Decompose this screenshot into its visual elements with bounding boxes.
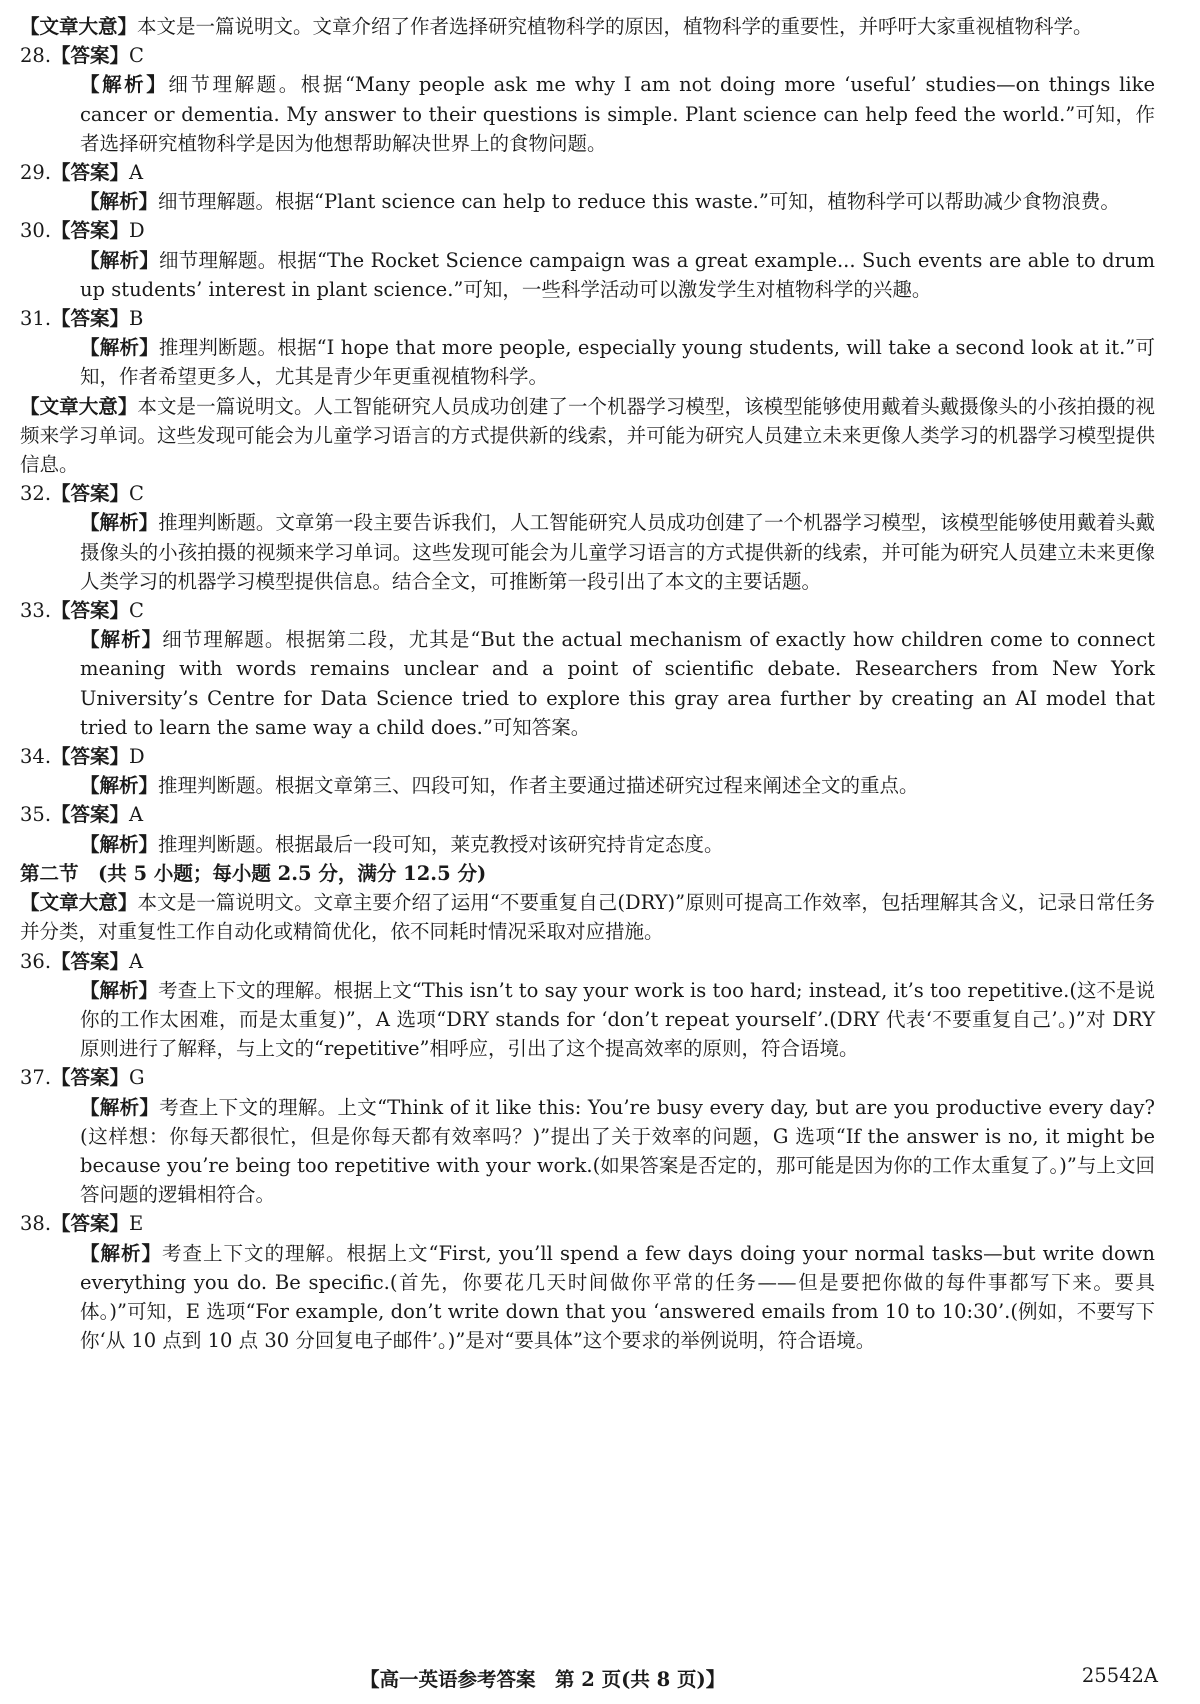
analysis-paragraph (20, 625, 1155, 742)
question-number: 38. (20, 1212, 52, 1236)
question-number: 31. (20, 307, 52, 331)
answer-tag: 【答案】 (51, 44, 130, 68)
answer-line (20, 947, 1155, 976)
answer-tag: 【答案】 (51, 745, 130, 769)
answer-line (20, 800, 1155, 829)
summary-text: 本文是一篇说明文。文章主要介绍了运用“不要重复自己(DRY)”原则可提高工作效率，包括理解其含义，记录日常任务并分类，对重复性工作自动化或精简优化，依不同耗时情况采取对应措施。 (20, 891, 1155, 944)
question-number: 28. (20, 44, 52, 68)
answer-tag: 【答案】 (51, 1066, 130, 1090)
analysis-text: 推理判断题。文章第一段主要告诉我们，人工智能研究人员成功创建了一个机器学习模型，该模型能够使用戴着头戴摄像头的小孩拍摄的视频来学习单词。这些发现可能会为儿童学习语言的方式提供新的线索，并可能为研究人员建立未来更像人类学习的机器学习模型提供信息。结合全文，可推断第一段引出了本文的主要话题。 (80, 511, 1155, 593)
analysis-tag: 【解析】 (80, 336, 159, 360)
answer-text: A (129, 161, 144, 185)
summary-text: 本文是一篇说明文。文章介绍了作者选择研究植物科学的原因，植物科学的重要性，并呼吁大家重视植物科学。 (137, 15, 1093, 38)
answer-tag: 【答案】 (51, 161, 130, 185)
question-number: 34. (20, 745, 52, 769)
summary-tag: 【文章大意】 (20, 891, 138, 915)
answer-text: D (129, 745, 145, 769)
analysis-text: 细节理解题。根据第二段，尤其是“But the actual mechanism of exactly how children come to connect meaning with words remains unclear and a point of scientific debate. Researchers from New York University’s Centre for Data Science tried to explore this gray area further by creating an AI model that tried to learn the same way a child does.”可知答案。 (80, 628, 1155, 739)
answer-line (20, 742, 1155, 771)
question-number: 33. (20, 599, 52, 623)
question-number: 37. (20, 1066, 52, 1090)
answer-line (20, 216, 1155, 245)
passage-summary (20, 12, 1155, 41)
footer-title: 【高一英语参考答案 第 2 页(共 8 页)】 (360, 1668, 726, 1691)
analysis-text: 考查上下文的理解。根据上文“This isn’t to say your work is too hard; instead, it’s too repetitive.(这不是说你的工作太困难，而是太重复)”，A 选项“DRY stands for ‘don’t repeat yourself’.(DRY 代表‘不要重复自己’。)”对 DRY 原则进行了解释，与上文的“repetitive”相呼应，引出了这个提高效率的原则，符合语境。 (80, 978, 1155, 1061)
analysis-tag: 【解析】 (80, 248, 160, 272)
question-number: 29. (20, 161, 52, 185)
analysis-tag: 【解析】 (80, 1241, 163, 1265)
analysis-text: 推理判断题。根据最后一段可知，莱克教授对该研究持肯定态度。 (158, 832, 724, 856)
analysis-paragraph (20, 187, 1155, 216)
analysis-text: 考查上下文的理解。根据上文“First, you’ll spend a few days doing your normal tasks—but write down everything you do. Be specific.(首先，你要花几天时间做你平常的任务——但是要把你做的每件事都写下来。要具体。)”可知，E 选项“For example, don’t write down that you ‘answered emails from 10 to 10:30’.(例如，不要写下你‘从 10 点到 10 点 30 分回复电子邮件’。)”是对“要具体”这个要求的举例说明，符合语境。 (80, 1241, 1155, 1353)
summary-tag: 【文章大意】 (20, 394, 138, 418)
analysis-paragraph (20, 333, 1155, 391)
answer-line (20, 1209, 1155, 1238)
analysis-paragraph (20, 1093, 1155, 1210)
analysis-tag: 【解析】 (80, 190, 159, 214)
answer-text: B (129, 307, 144, 331)
answer-line (20, 479, 1155, 508)
answer-line (20, 158, 1155, 187)
page-footer (0, 1664, 1200, 1694)
passage-summary (20, 888, 1155, 946)
document-code: 25542A (1081, 1664, 1158, 1687)
question-number: 30. (20, 219, 52, 243)
summary-tag: 【文章大意】 (20, 15, 138, 38)
section-heading: 第二节 (共 5 小题；每小题 2.5 分，满分 12.5 分) (20, 861, 487, 885)
analysis-tag: 【解析】 (80, 628, 163, 652)
answer-tag: 【答案】 (51, 599, 130, 623)
answer-tag: 【答案】 (51, 219, 130, 243)
passage-summary (20, 392, 1155, 480)
answer-text: C (129, 599, 144, 623)
analysis-paragraph (20, 830, 1155, 859)
analysis-paragraph (20, 976, 1155, 1064)
analysis-text: 推理判断题。根据文章第三、四段可知，作者主要通过描述研究过程来阐述全文的重点。 (158, 774, 919, 798)
summary-text: 本文是一篇说明文。人工智能研究人员成功创建了一个机器学习模型，该模型能够使用戴着头戴摄像头的小孩拍摄的视频来学习单词。这些发现可能会为儿童学习语言的方式提供新的线索，并可能为研究人员建立未来更像人类学习的机器学习模型提供信息。 (20, 394, 1155, 477)
answer-text: A (129, 949, 144, 973)
answer-text: G (129, 1066, 145, 1090)
analysis-text: 细节理解题。根据“The Rocket Science campaign was a great example... Such events are able to drum up students’ interest in plant science.”可知，一些科学活动可以激发学生对植物科学的兴趣。 (80, 248, 1155, 301)
answer-line (20, 41, 1155, 70)
answer-tag: 【答案】 (51, 1212, 130, 1236)
analysis-text: 细节理解题。根据“Many people ask me why I am not doing more ‘useful’ studies—on things like cancer or dementia. My answer to their questions is simple. Plant science can help feed the world.”可知，作者选择研究植物科学是因为他想帮助解决世界上的食物问题。 (80, 73, 1155, 155)
question-number: 35. (20, 803, 52, 827)
answer-line (20, 1063, 1155, 1092)
answer-document (20, 12, 1155, 1355)
answer-tag: 【答案】 (51, 803, 130, 827)
analysis-tag: 【解析】 (80, 978, 159, 1002)
answer-text: E (129, 1212, 144, 1236)
answer-text: C (129, 482, 144, 506)
answer-text: A (129, 803, 144, 827)
answer-line (20, 596, 1155, 625)
answer-text: D (129, 219, 145, 243)
analysis-paragraph (20, 70, 1155, 158)
analysis-text: 细节理解题。根据“Plant science can help to reduce this waste.”可知，植物科学可以帮助减少食物浪费。 (158, 190, 1120, 214)
analysis-tag: 【解析】 (80, 73, 169, 97)
analysis-paragraph (20, 1239, 1155, 1356)
analysis-paragraph (20, 246, 1155, 304)
question-number: 36. (20, 949, 52, 973)
question-number: 32. (20, 482, 52, 506)
analysis-tag: 【解析】 (80, 774, 159, 798)
answer-tag: 【答案】 (51, 307, 130, 331)
analysis-text: 考查上下文的理解。上文“Think of it like this: You’re busy every day, but are you productive every day? (这样想：你每天都很忙，但是你每天都有效率吗？)”提出了关于效率的问题，G 选项“If the answer is no, it might be because you’re being too repetitive with your work.(如果答案是否定的，那可能是因为你的工作太重复了。)”与上文回答问题的逻辑相符合。 (80, 1095, 1155, 1207)
analysis-tag: 【解析】 (80, 1095, 160, 1119)
analysis-paragraph (20, 771, 1155, 800)
analysis-tag: 【解析】 (80, 832, 159, 856)
analysis-tag: 【解析】 (80, 511, 159, 535)
answer-text: C (129, 44, 144, 68)
answer-tag: 【答案】 (51, 482, 130, 506)
analysis-paragraph (20, 508, 1155, 596)
answer-line (20, 304, 1155, 333)
analysis-text: 推理判断题。根据“I hope that more people, especially young students, will take a second look at it.”可知，作者希望更多人，尤其是青少年更重视植物科学。 (80, 336, 1155, 389)
answer-tag: 【答案】 (51, 949, 130, 973)
